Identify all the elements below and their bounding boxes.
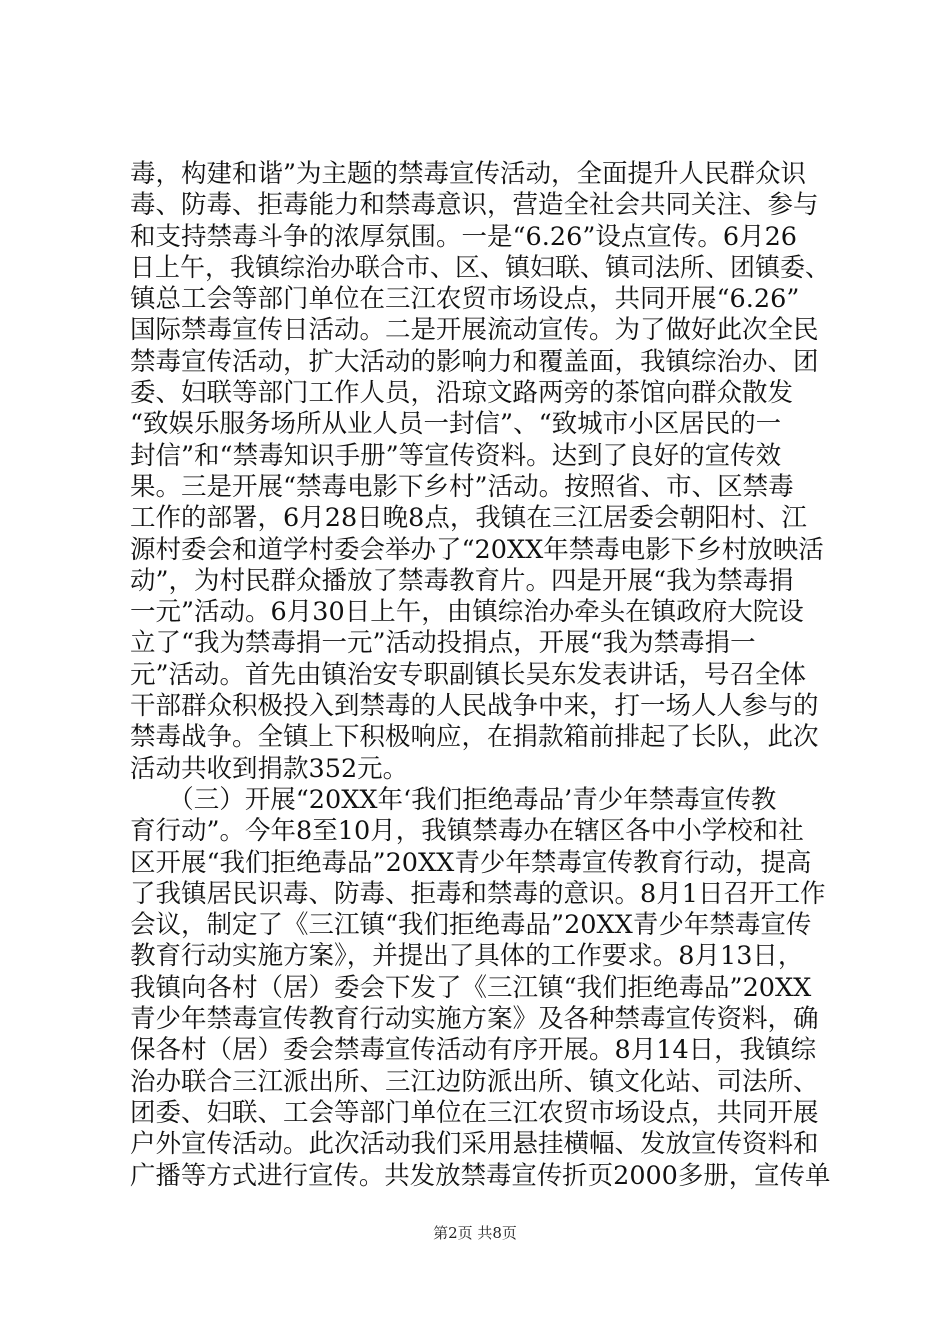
text-line: 元”活动。首先由镇治安专职副镇长吴东发表讲话，号召全体 [130,659,807,690]
text-line: 了我镇居民识毒、防毒、拒毒和禁毒的意识。8月1日召开工作 [130,878,826,909]
text-line: 禁毒宣传活动，扩大活动的影响力和覆盖面，我镇综治办、团 [130,346,819,377]
text-line: 青少年禁毒宣传教育行动实施方案》及各种禁毒宣传资料，确 [130,1004,819,1035]
text-line: 镇总工会等部门单位在三江农贸市场设点，共同开展“6.26” [130,284,800,315]
text-line: （三）开展“20XX年‘我们拒绝毒品’青少年禁毒宣传教 [130,784,777,815]
text-line: 治办联合三江派出所、三江边防派出所、镇文化站、司法所、 [130,1066,819,1097]
text-line: 封信”和“禁毒知识手册”等宣传资料。达到了良好的宣传效 [130,440,782,471]
text-line: 教育行动实施方案》，并提出了具体的工作要求。8月13日， [130,941,804,972]
page-footer: 第2页 共8页 [433,1224,517,1242]
text-line: 源村委会和道学村委会举办了“20XX年禁毒电影下乡村放映活 [130,534,824,565]
text-line: 果。三是开展“禁毒电影下乡村”活动。按照省、市、区禁毒 [130,471,794,502]
text-line: 毒，构建和谐”为主题的禁毒宣传活动，全面提升人民群众识 [130,159,807,189]
text-line: 育行动”。今年8至10月，我镇禁毒办在辖区各中小学校和社 [130,816,804,847]
text-line: 日上午，我镇综治办联合市、区、镇妇联、镇司法所、团镇委、 [130,252,831,283]
text-line: 活动共收到捐款352元。 [130,753,409,784]
text-line: 广播等方式进行宣传。共发放禁毒宣传折页2000多册，宣传单 [130,1160,831,1191]
text-line: 一元”活动。6月30日上午，由镇综治办牵头在镇政府大院设 [130,597,804,628]
text-line: “致娱乐服务场所从业人员一封信”、“致城市小区居民的一 [130,409,782,440]
text-line: 立了“我为禁毒捐一元”活动投捐点，开展“我为禁毒捐一 [130,628,756,659]
text-line: 保各村（居）委会禁毒宣传活动有序开展。8月14日，我镇综 [130,1035,817,1066]
text-line: 干部群众积极投入到禁毒的人民战争中来，打一场人人参与的 [130,691,819,722]
text-line: 国际禁毒宣传日活动。二是开展流动宣传。为了做好此次全民 [130,315,819,346]
body-text [130,159,830,1192]
text-line: 区开展“我们拒绝毒品”20XX青少年禁毒宣传教育行动，提高 [130,847,812,878]
text-line: 我镇向各村（居）委会下发了《三江镇“我们拒绝毒品”20XX [130,972,812,1003]
text-line: 禁毒战争。全镇上下积极响应，在捐款箱前排起了长队，此次 [130,722,819,753]
text-line: 动”，为村民群众播放了禁毒教育片。四是开展“我为禁毒捐 [130,565,794,596]
text-line: 户外宣传活动。此次活动我们采用悬挂横幅、发放宣传资料和 [130,1129,819,1160]
text-line: 委、妇联等部门工作人员，沿琼文路两旁的茶馆向群众散发 [130,378,794,409]
text-line: 会议，制定了《三江镇“我们拒绝毒品”20XX青少年禁毒宣传 [130,910,812,941]
text-line: 团委、妇联、工会等部门单位在三江农贸市场设点，共同开展 [130,1097,819,1128]
text-line: 毒、防毒、拒毒能力和禁毒意识，营造全社会共同关注、参与 [130,190,819,221]
text-line: 工作的部署，6月28日晚8点，我镇在三江居委会朝阳村、江 [130,503,807,534]
text-line: 和支持禁毒斗争的浓厚氛围。一是“6.26”设点宣传。6月26 [130,221,798,252]
